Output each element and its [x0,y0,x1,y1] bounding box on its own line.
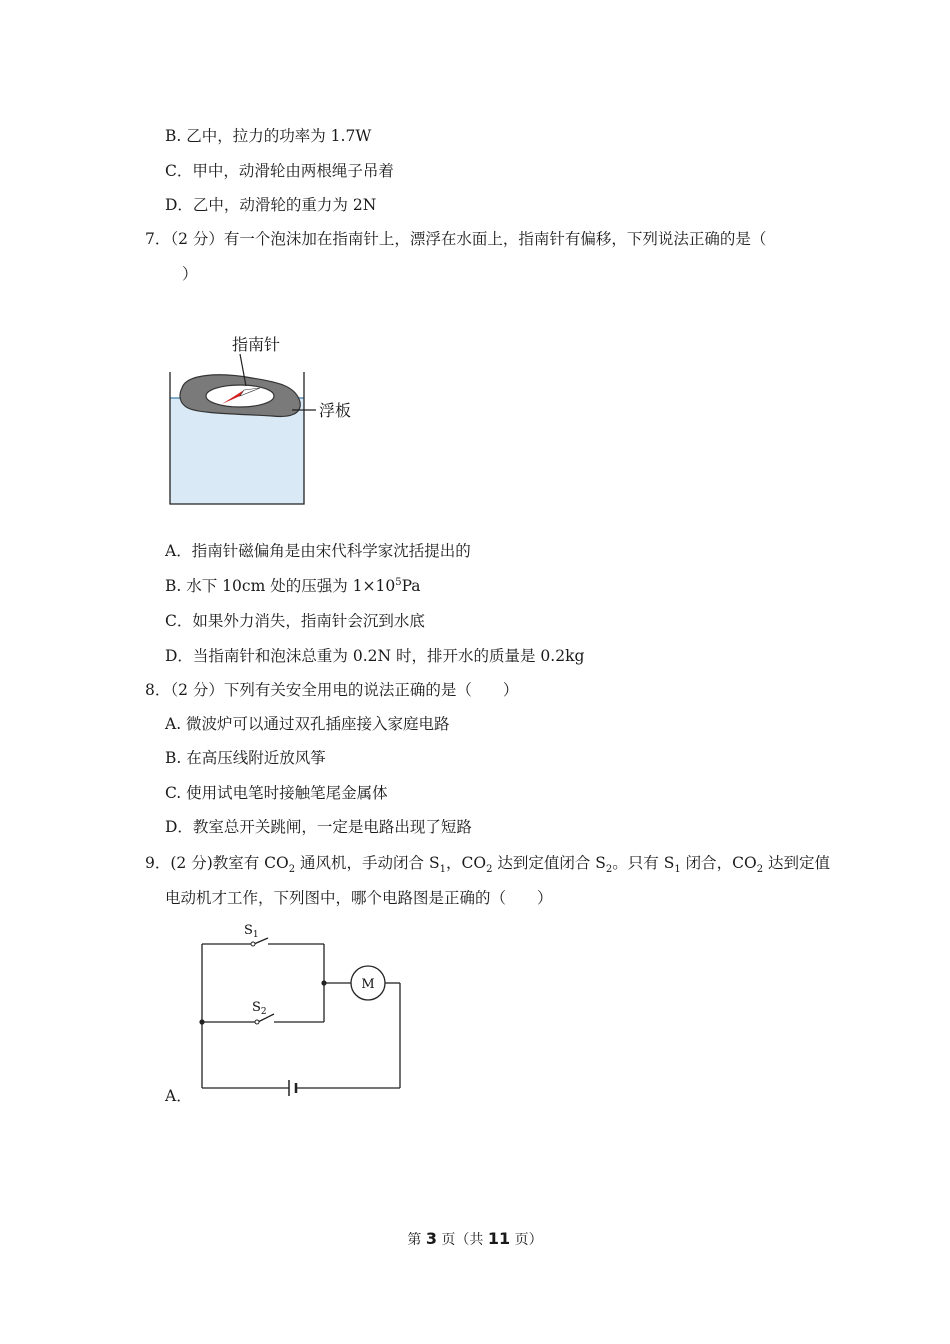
label-s1: $S_1$ [244,923,259,940]
label-compass: 指南针 [232,335,281,354]
page-number: 3 [425,1229,437,1248]
page-footer: 第 3 页（共 11 页） [407,1229,543,1248]
q7-stem: 7．（2 分）有一个泡沫加在指南针上，漂浮在水面上，指南针有偏移，下列说法正确的是（ [145,230,767,248]
compass-float-figure [160,330,380,510]
q7-option-b: B. 水下 10cm 处的压强为 $1\times 10^5Pa$ [165,576,421,595]
label-float-board: 浮板 [319,401,352,420]
q9-stem: 9．(2 分)教室有 $CO_2$ 通风机，手动闭合 $S_1$，$CO_2$ 达到定值闭合 $S_2$。只有 $S_1$ 闭合，$CO_2$ 达到定值 [145,854,831,876]
q7-stem-close: ） [182,265,198,283]
q6-option-d: D．乙中，动滑轮的重力为 2N [165,196,377,214]
q9-option-a-label: A． [165,1087,192,1105]
q8-option-a: A. 微波炉可以通过双孔插座接入家庭电路 [165,715,450,733]
junction-dot [199,1019,204,1024]
q8-option-d: D．教室总开关跳闸，一定是电路出现了短路 [165,818,472,836]
label-s2: $S_2$ [252,1000,267,1017]
q8-option-c: C. 使用试电笔时接触笔尾金属体 [165,784,388,802]
q6-option-b: B. 乙中，拉力的功率为 1.7W [165,127,372,145]
q6-option-c: C．甲中，动滑轮由两根绳子吊着 [165,162,394,180]
page-total: 11 [487,1229,511,1248]
q8-stem: 8．（2 分）下列有关安全用电的说法正确的是（ ） [145,681,519,699]
q8-option-b: B. 在高压线附近放风筝 [165,749,326,767]
circuit-diagram-a [196,918,408,1098]
q7-option-d: D．当指南针和泡沫总重为 0.2N 时，排开水的质量是 0.2kg [165,647,585,665]
q9-stem-line2: 电动机才工作，下列图中，哪个电路图是正确的（ ） [165,889,553,907]
junction-dot [321,980,326,985]
svg-text:M: M [361,977,375,992]
q7-option-c: C．如果外力消失，指南针会沉到水底 [165,612,425,630]
q7-option-a: A．指南针磁偏角是由宋代科学家沈括提出的 [165,542,471,560]
